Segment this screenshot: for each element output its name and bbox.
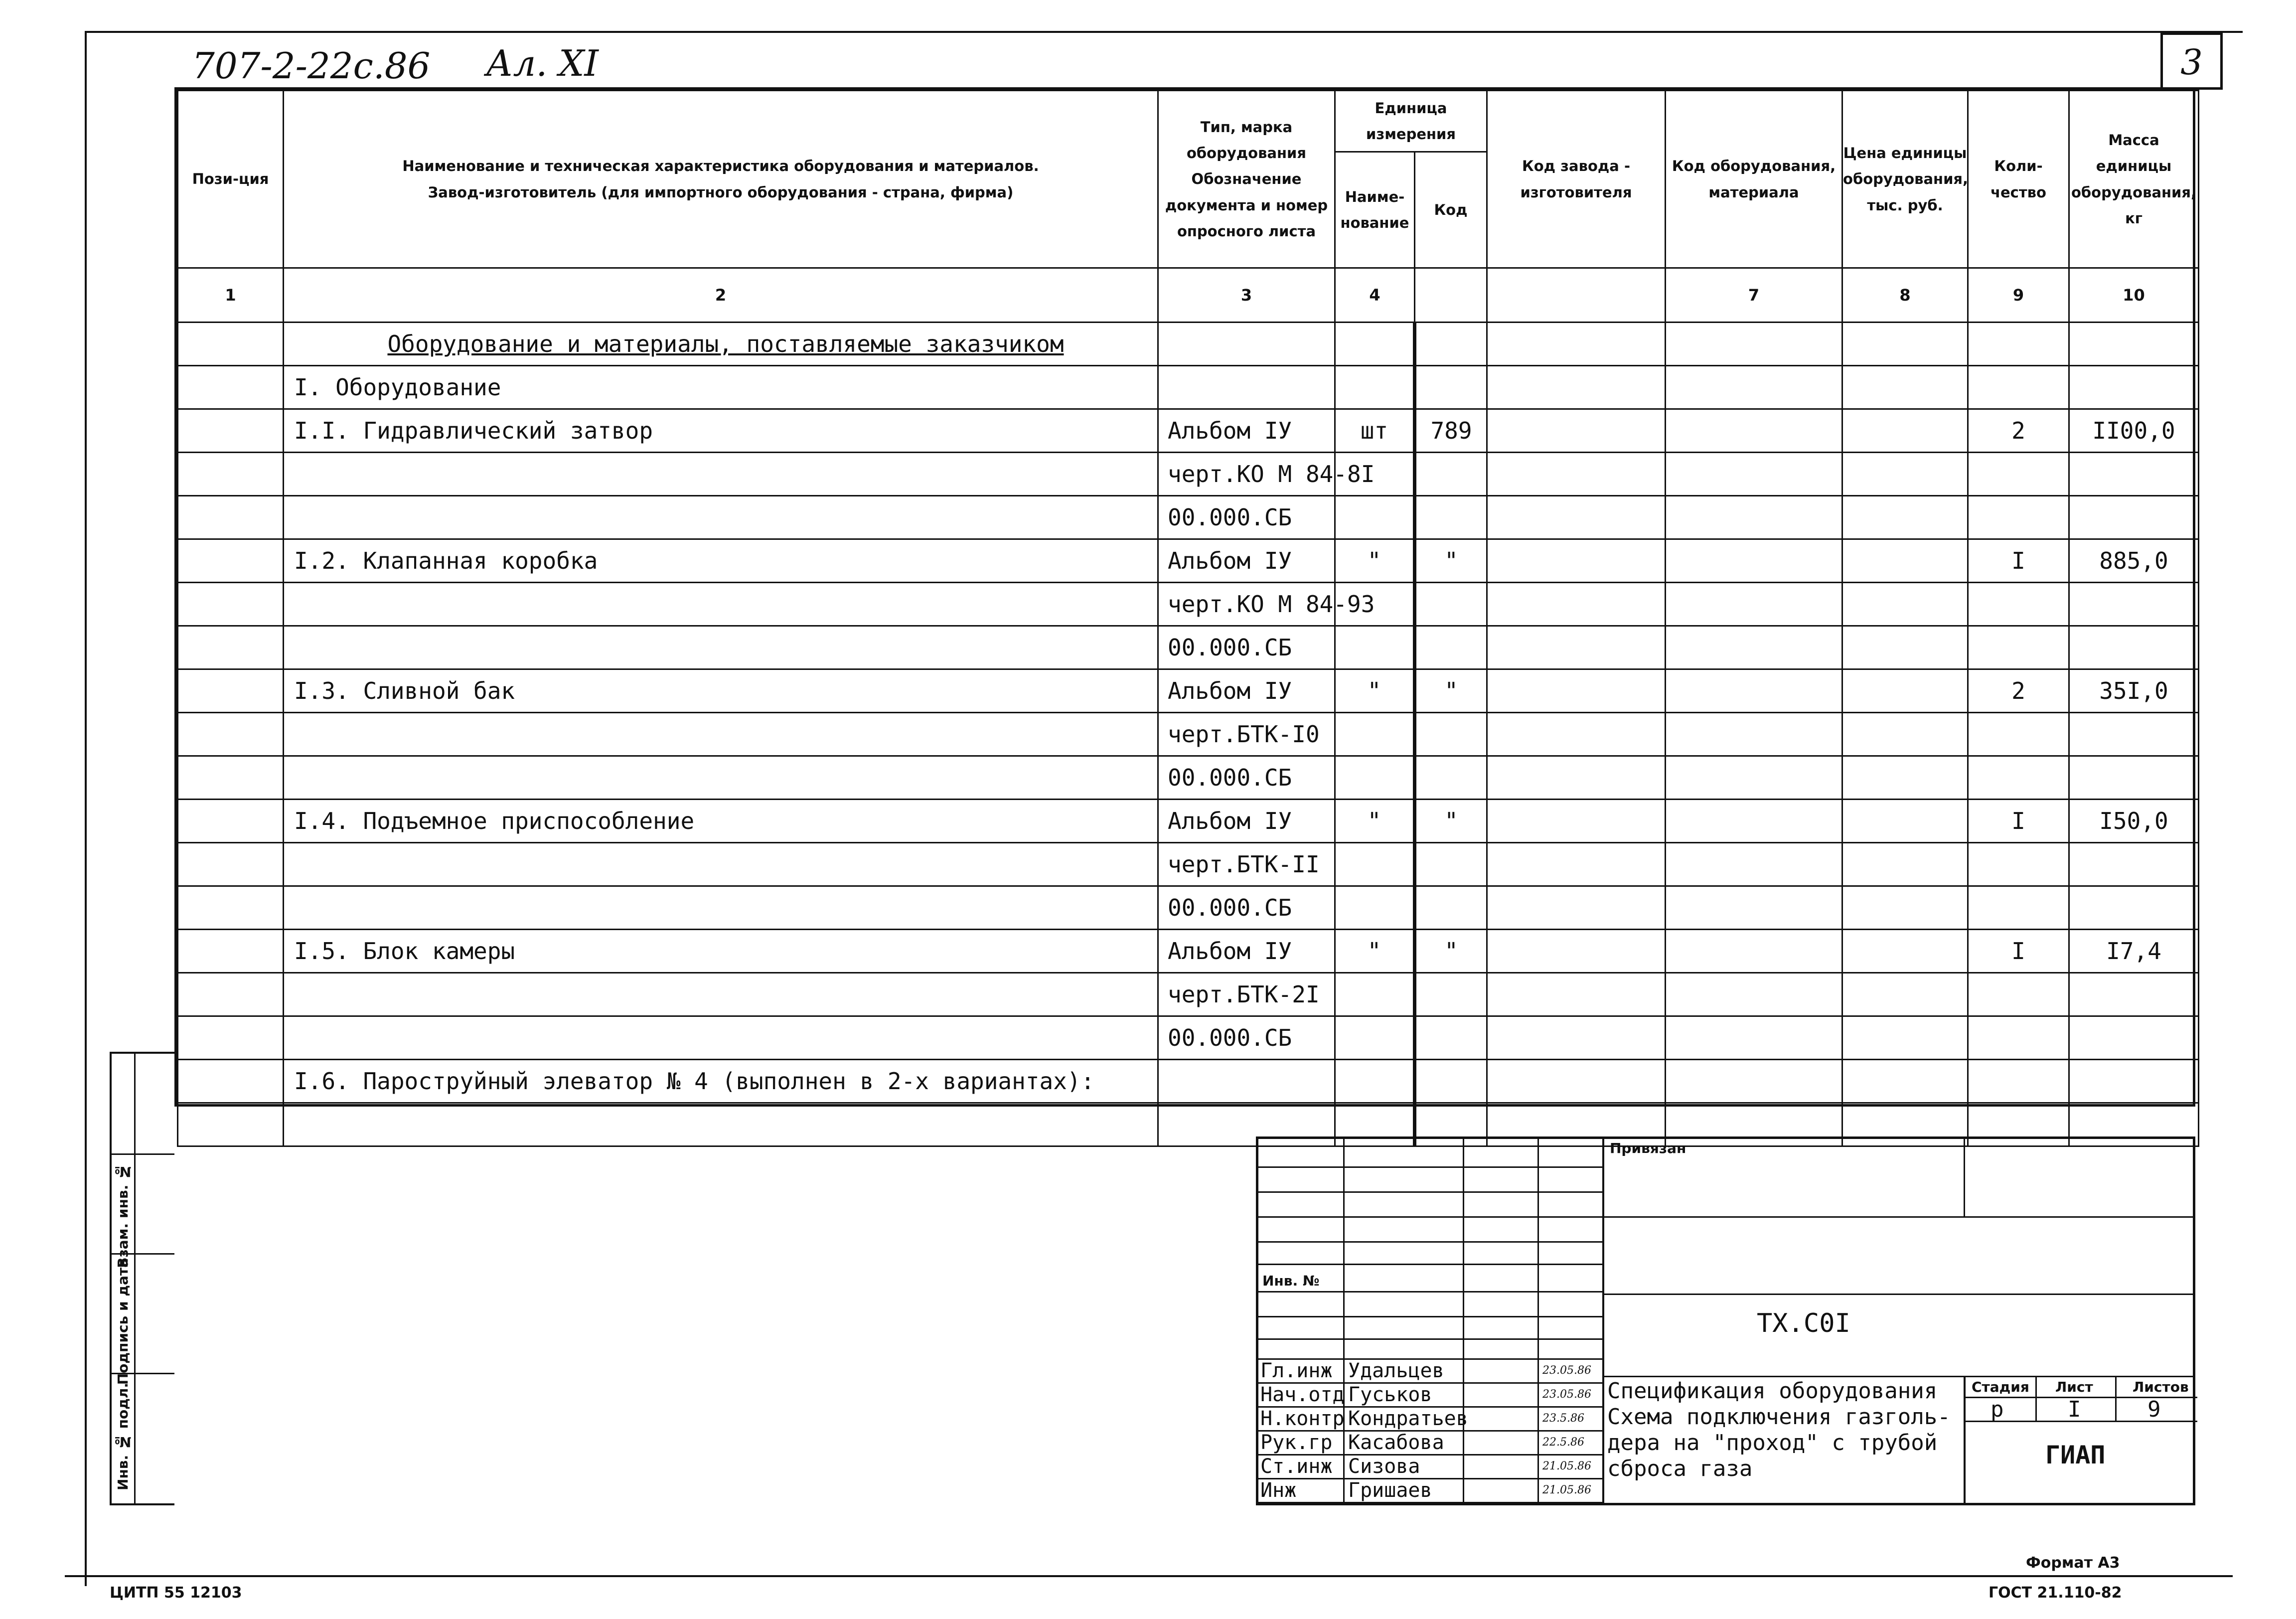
table-row — [178, 626, 2199, 669]
stamp-role-date: 21.05.86 — [1542, 1484, 1591, 1496]
cell-mass — [2069, 1016, 2199, 1060]
stamp-role-role: Ст.инж — [1260, 1455, 1333, 1478]
cell-pos — [178, 409, 284, 453]
stamp-sheet-label: Лист — [2055, 1379, 2093, 1395]
stamp-title-line2: Схема подключения газголь- — [1607, 1404, 1951, 1430]
cell-unit-code — [1415, 626, 1487, 669]
cell-factory-code — [1487, 1060, 1666, 1103]
cell-quantity: I — [1968, 539, 2069, 583]
stamp-hline — [1258, 1338, 1602, 1340]
cell-equipment-code — [1666, 973, 1842, 1016]
stamp-hline — [1258, 1316, 1602, 1317]
cell-name: I.3. Сливной бак — [284, 669, 1158, 713]
footer-format: Формат А3 — [2026, 1554, 2120, 1572]
spec-body — [178, 323, 2199, 1146]
stamp-hline — [1258, 1191, 1602, 1193]
cell-unit: " — [1335, 800, 1415, 843]
cell-mass — [2069, 843, 2199, 886]
cell-price — [1842, 930, 1968, 973]
header-name — [284, 91, 1158, 268]
cell-price — [1842, 713, 1968, 756]
cell-equipment-code — [1666, 539, 1842, 583]
cell-pos — [178, 930, 284, 973]
cell-type: Альбом IУ — [1158, 800, 1335, 843]
cell-mass — [2069, 886, 2199, 930]
stamp-right-h2 — [1602, 1294, 2195, 1295]
stamp-bound-label: Привязан — [1610, 1140, 1686, 1156]
cell-pos — [178, 539, 284, 583]
cell-unit-code — [1415, 323, 1487, 366]
cell-factory-code — [1487, 366, 1666, 409]
stamp-inv-label: Инв. № — [1262, 1273, 1320, 1289]
colnum-2: 2 — [284, 268, 1158, 323]
cell-factory-code — [1487, 323, 1666, 366]
cell-mass — [2069, 323, 2199, 366]
cell-factory-code — [1487, 973, 1666, 1016]
stamp-stage-v2 — [2115, 1376, 2117, 1421]
stamp-col-line-3 — [1537, 1139, 1539, 1503]
stamp-role-name: Гришаев — [1348, 1479, 1432, 1502]
frame-top-line — [85, 31, 2243, 33]
frame-left-line — [85, 31, 87, 1586]
header-price: Цена единицы оборудования, тыс. руб. — [1842, 91, 1968, 268]
cell-price — [1842, 886, 1968, 930]
doc-code: 707-2-22с.86 — [192, 45, 431, 87]
column-numbers-row — [178, 268, 2199, 323]
cell-equipment-code — [1666, 366, 1842, 409]
table-row — [178, 409, 2199, 453]
cell-factory-code — [1487, 626, 1666, 669]
table-row — [178, 496, 2199, 539]
table-row — [178, 1060, 2199, 1103]
cell-type — [1158, 323, 1335, 366]
cell-factory-code — [1487, 453, 1666, 496]
sidebar-vertical-line — [134, 1054, 136, 1505]
table-row — [178, 843, 2199, 886]
stamp-stage-v1 — [2035, 1376, 2037, 1421]
cell-name: I.4. Подъемное приспособление — [284, 800, 1158, 843]
cell-equipment-code — [1666, 1060, 1842, 1103]
frame-bottom-line — [65, 1575, 2233, 1577]
cell-name — [284, 843, 1158, 886]
cell-pos — [178, 1016, 284, 1060]
cell-pos — [178, 1103, 284, 1146]
cell-unit: " — [1335, 930, 1415, 973]
colnum-3: 3 — [1158, 268, 1335, 323]
cell-name — [284, 496, 1158, 539]
cell-factory-code — [1487, 669, 1666, 713]
cell-quantity — [1968, 366, 2069, 409]
cell-name: I.I. Гидравлический затвор — [284, 409, 1158, 453]
cell-price — [1842, 800, 1968, 843]
table-row — [178, 1016, 2199, 1060]
cell-equipment-code — [1666, 886, 1842, 930]
cell-unit-code — [1415, 496, 1487, 539]
cell-price — [1842, 409, 1968, 453]
cell-unit-code — [1415, 843, 1487, 886]
stamp-doc-mark: ТХ.С0I — [1757, 1308, 1850, 1338]
cell-unit-code — [1415, 583, 1487, 626]
specification-table — [174, 87, 2195, 1107]
cell-type: 00.000.СБ — [1158, 1016, 1335, 1060]
cell-equipment-code — [1666, 669, 1842, 713]
cell-pos — [178, 843, 284, 886]
cell-equipment-code — [1666, 930, 1842, 973]
cell-name — [284, 626, 1158, 669]
header-quantity: Коли-чество — [1968, 91, 2069, 268]
stamp-role-date: 21.05.86 — [1542, 1460, 1591, 1472]
cell-type: 00.000.СБ — [1158, 756, 1335, 800]
cell-factory-code — [1487, 539, 1666, 583]
colnum-5 — [1415, 268, 1487, 323]
stamp-sheet-value: I — [2068, 1397, 2081, 1422]
title-block — [1256, 1136, 2195, 1505]
table-row — [178, 366, 2199, 409]
cell-price — [1842, 626, 1968, 669]
cell-mass — [2069, 496, 2199, 539]
cell-unit — [1335, 973, 1415, 1016]
cell-equipment-code — [1666, 756, 1842, 800]
sidebar-replace-inv: Взам. инв. № — [115, 1163, 131, 1268]
table-row — [178, 886, 2199, 930]
colnum-8: 8 — [1842, 268, 1968, 323]
cell-pos — [178, 626, 284, 669]
cell-type — [1158, 366, 1335, 409]
table-row — [178, 453, 2199, 496]
cell-quantity — [1968, 453, 2069, 496]
cell-unit — [1335, 626, 1415, 669]
cell-unit-code: " — [1415, 800, 1487, 843]
cell-unit — [1335, 886, 1415, 930]
cell-mass: I7,4 — [2069, 930, 2199, 973]
table-row — [178, 583, 2199, 626]
cell-name: I. Оборудование — [284, 366, 1158, 409]
approval-sidebar — [110, 1052, 174, 1505]
cell-price — [1842, 496, 1968, 539]
cell-unit-code — [1415, 756, 1487, 800]
cell-name — [284, 453, 1158, 496]
spec-grid — [177, 90, 2199, 1147]
cell-unit — [1335, 1016, 1415, 1060]
stamp-role-name: Гуськов — [1348, 1383, 1432, 1406]
cell-quantity — [1968, 496, 2069, 539]
cell-factory-code — [1487, 583, 1666, 626]
cell-type: 00.000.СБ — [1158, 496, 1335, 539]
cell-quantity: I — [1968, 930, 2069, 973]
sidebar-sign-date: Подпись и дата — [115, 1258, 131, 1385]
cell-pos — [178, 713, 284, 756]
cell-pos — [178, 366, 284, 409]
cell-unit: " — [1335, 539, 1415, 583]
cell-equipment-code — [1666, 843, 1842, 886]
table-row — [178, 930, 2199, 973]
cell-quantity — [1968, 843, 2069, 886]
cell-unit-code — [1415, 366, 1487, 409]
cell-mass: 35I,0 — [2069, 669, 2199, 713]
stamp-bound-divider — [1964, 1139, 1965, 1216]
cell-type: Альбом IУ — [1158, 669, 1335, 713]
cell-unit — [1335, 843, 1415, 886]
stamp-hline — [1258, 1291, 1602, 1293]
cell-unit-code: " — [1415, 539, 1487, 583]
header-unit-name: Наиме-нование — [1335, 152, 1415, 268]
cell-mass — [2069, 626, 2199, 669]
cell-unit-code: " — [1415, 669, 1487, 713]
stamp-hline — [1258, 1216, 1602, 1218]
sidebar-inv-orig: Инв. № подл. — [115, 1383, 131, 1490]
stamp-role-date: 22.5.86 — [1542, 1436, 1584, 1449]
cell-quantity — [1968, 323, 2069, 366]
header-unit-code: Код — [1415, 152, 1487, 268]
stamp-role-role: Нач.отд — [1260, 1383, 1345, 1406]
table-row — [178, 713, 2199, 756]
cell-type: черт.КО М 84-8I — [1158, 453, 1335, 496]
cell-mass: II00,0 — [2069, 409, 2199, 453]
header-type: Тип, марка оборудования Обозначение документа и номер опросного листа — [1158, 91, 1335, 268]
cell-pos — [178, 453, 284, 496]
cell-unit-code — [1415, 1060, 1487, 1103]
cell-mass — [2069, 713, 2199, 756]
cell-mass — [2069, 756, 2199, 800]
cell-unit-code — [1415, 973, 1487, 1016]
stamp-hline — [1258, 1166, 1602, 1168]
cell-type: черт.БТК-II — [1158, 843, 1335, 886]
cell-unit-code — [1415, 1016, 1487, 1060]
cell-quantity — [1968, 713, 2069, 756]
cell-price — [1842, 323, 1968, 366]
album-label: Ал. XI — [486, 42, 599, 84]
stamp-right-h1 — [1602, 1216, 2195, 1218]
cell-pos — [178, 323, 284, 366]
stamp-stage-value: р — [1990, 1397, 2004, 1422]
cell-name — [284, 973, 1158, 1016]
cell-pos — [178, 800, 284, 843]
table-row — [178, 669, 2199, 713]
table-row — [178, 973, 2199, 1016]
cell-equipment-code — [1666, 583, 1842, 626]
cell-type: Альбом IУ — [1158, 409, 1335, 453]
cell-equipment-code — [1666, 800, 1842, 843]
cell-quantity — [1968, 756, 2069, 800]
stamp-role-name: Кондратьев — [1348, 1407, 1468, 1430]
cell-price — [1842, 1060, 1968, 1103]
header-unit-group: Единица измерения — [1335, 91, 1487, 152]
cell-name — [284, 1016, 1158, 1060]
cell-price — [1842, 539, 1968, 583]
sidebar-divider-1 — [112, 1153, 174, 1155]
cell-quantity: I — [1968, 800, 2069, 843]
cell-price — [1842, 843, 1968, 886]
colnum-6 — [1487, 268, 1666, 323]
cell-pos — [178, 583, 284, 626]
table-row — [178, 756, 2199, 800]
header-row-1 — [178, 91, 2199, 152]
colnum-9: 9 — [1968, 268, 2069, 323]
table-row — [178, 323, 2199, 366]
cell-name: Оборудование и материалы, поставляемые заказчиком — [284, 323, 1158, 366]
header-factory-code: Код завода - изготовителя — [1487, 91, 1666, 268]
cell-type: 00.000.СБ — [1158, 886, 1335, 930]
cell-mass — [2069, 453, 2199, 496]
stamp-role-role: Н.контр — [1260, 1407, 1345, 1430]
cell-mass — [2069, 973, 2199, 1016]
cell-equipment-code — [1666, 713, 1842, 756]
stamp-hline — [1258, 1264, 1602, 1265]
cell-factory-code — [1487, 930, 1666, 973]
cell-unit-code — [1415, 453, 1487, 496]
cell-unit — [1335, 323, 1415, 366]
cell-name: I.5. Блок камеры — [284, 930, 1158, 973]
colnum-4: 4 — [1335, 268, 1415, 323]
header-name-line1: Наименование и техническая характеристика оборудования и материалов. — [402, 158, 1039, 175]
footer-left-code: ЦИТП 55 12103 — [110, 1584, 242, 1602]
cell-type: Альбом IУ — [1158, 930, 1335, 973]
cell-factory-code — [1487, 756, 1666, 800]
stamp-role-role: Инж — [1260, 1479, 1297, 1502]
cell-factory-code — [1487, 800, 1666, 843]
cell-unit — [1335, 756, 1415, 800]
cell-equipment-code — [1666, 626, 1842, 669]
stamp-role-name: Удальцев — [1348, 1359, 1444, 1382]
colnum-10: 10 — [2069, 268, 2199, 323]
cell-unit-code: " — [1415, 930, 1487, 973]
stamp-role-role: Гл.инж — [1260, 1359, 1333, 1382]
cell-unit-code — [1415, 713, 1487, 756]
cell-quantity — [1968, 1060, 2069, 1103]
stamp-title-line1: Спецификация оборудования — [1607, 1378, 1938, 1404]
cell-factory-code — [1487, 843, 1666, 886]
cell-price — [1842, 583, 1968, 626]
cell-equipment-code — [1666, 409, 1842, 453]
cell-unit: шт — [1335, 409, 1415, 453]
colnum-7: 7 — [1666, 268, 1842, 323]
cell-equipment-code — [1666, 496, 1842, 539]
cell-mass — [2069, 366, 2199, 409]
cell-mass: 885,0 — [2069, 539, 2199, 583]
header-mass: Масса единицы оборудования, кг — [2069, 91, 2199, 268]
table-row — [178, 539, 2199, 583]
cell-mass — [2069, 583, 2199, 626]
cell-price — [1842, 756, 1968, 800]
cell-name: I.2. Клапанная коробка — [284, 539, 1158, 583]
stamp-role-date: 23.05.86 — [1542, 1388, 1591, 1401]
stamp-org: ГИАП — [2045, 1441, 2106, 1469]
cell-type: Альбом IУ — [1158, 539, 1335, 583]
cell-unit-code — [1415, 886, 1487, 930]
cell-type: черт.КО М 84-93 — [1158, 583, 1335, 626]
stamp-role-name: Сизова — [1348, 1455, 1420, 1478]
stamp-col-line-1 — [1343, 1139, 1345, 1503]
stamp-role-name: Касабова — [1348, 1431, 1444, 1454]
stamp-stage-area — [1964, 1376, 2197, 1503]
stamp-role-line — [1258, 1502, 1602, 1503]
stamp-role-role: Рук.гр — [1260, 1431, 1333, 1454]
cell-unit: " — [1335, 669, 1415, 713]
cell-price — [1842, 973, 1968, 1016]
stamp-stage-label: Стадия — [1972, 1379, 2029, 1395]
stamp-col-line-2 — [1463, 1139, 1464, 1503]
cell-unit-code: 789 — [1415, 409, 1487, 453]
stamp-sheets-label: Листов — [2133, 1379, 2189, 1395]
cell-quantity — [1968, 626, 2069, 669]
cell-pos — [178, 756, 284, 800]
cell-unit — [1335, 366, 1415, 409]
cell-type — [1158, 1060, 1335, 1103]
header-equipment-code: Код оборудования, материала — [1666, 91, 1842, 268]
cell-factory-code — [1487, 713, 1666, 756]
colnum-1: 1 — [178, 268, 284, 323]
cell-unit — [1335, 713, 1415, 756]
cell-equipment-code — [1666, 323, 1842, 366]
cell-pos — [178, 973, 284, 1016]
cell-factory-code — [1487, 1016, 1666, 1060]
cell-mass: I50,0 — [2069, 800, 2199, 843]
page-number: 3 — [2180, 42, 2203, 83]
page-number-box — [2160, 32, 2223, 90]
cell-unit — [1335, 1060, 1415, 1103]
cell-price — [1842, 1016, 1968, 1060]
cell-quantity — [1968, 886, 2069, 930]
cell-unit — [1335, 496, 1415, 539]
cell-quantity: 2 — [1968, 409, 2069, 453]
cell-pos — [178, 1060, 284, 1103]
cell-name: I.6. Пароструйный элеватор № 4 (выполнен в 2-х вариантах): — [284, 1060, 1158, 1103]
stamp-title-line3: дера на "проход" с трубой — [1607, 1430, 1938, 1456]
cell-factory-code — [1487, 496, 1666, 539]
cell-quantity — [1968, 1016, 2069, 1060]
cell-price — [1842, 453, 1968, 496]
cell-factory-code — [1487, 886, 1666, 930]
cell-pos — [178, 496, 284, 539]
stamp-role-date: 23.05.86 — [1542, 1364, 1591, 1377]
cell-type: черт.БТК-I0 — [1158, 713, 1335, 756]
header-name-line2: Завод-изготовитель (для импортного оборудования - страна, фирма) — [428, 183, 1014, 201]
cell-pos — [178, 669, 284, 713]
cell-mass — [2069, 1060, 2199, 1103]
cell-equipment-code — [1666, 1016, 1842, 1060]
cell-name — [284, 886, 1158, 930]
cell-factory-code — [1487, 409, 1666, 453]
cell-pos — [178, 886, 284, 930]
stamp-sheets-value: 9 — [2147, 1397, 2161, 1422]
cell-price — [1842, 669, 1968, 713]
cell-name — [284, 583, 1158, 626]
footer-gost: ГОСТ 21.110-82 — [1989, 1584, 2122, 1602]
cell-equipment-code — [1666, 453, 1842, 496]
cell-quantity — [1968, 973, 2069, 1016]
cell-name — [284, 756, 1158, 800]
cell-name — [284, 1103, 1158, 1146]
stamp-hline — [1258, 1241, 1602, 1243]
stamp-title — [1607, 1378, 1951, 1482]
stamp-title-line4: сброса газа — [1607, 1456, 1753, 1481]
cell-price — [1842, 366, 1968, 409]
cell-quantity — [1968, 583, 2069, 626]
header-position: Пози-ция — [178, 91, 284, 268]
cell-type: черт.БТК-2I — [1158, 973, 1335, 1016]
cell-type: 00.000.СБ — [1158, 626, 1335, 669]
cell-quantity: 2 — [1968, 669, 2069, 713]
stamp-role-date: 23.5.86 — [1542, 1412, 1584, 1425]
cell-name — [284, 713, 1158, 756]
table-row — [178, 800, 2199, 843]
